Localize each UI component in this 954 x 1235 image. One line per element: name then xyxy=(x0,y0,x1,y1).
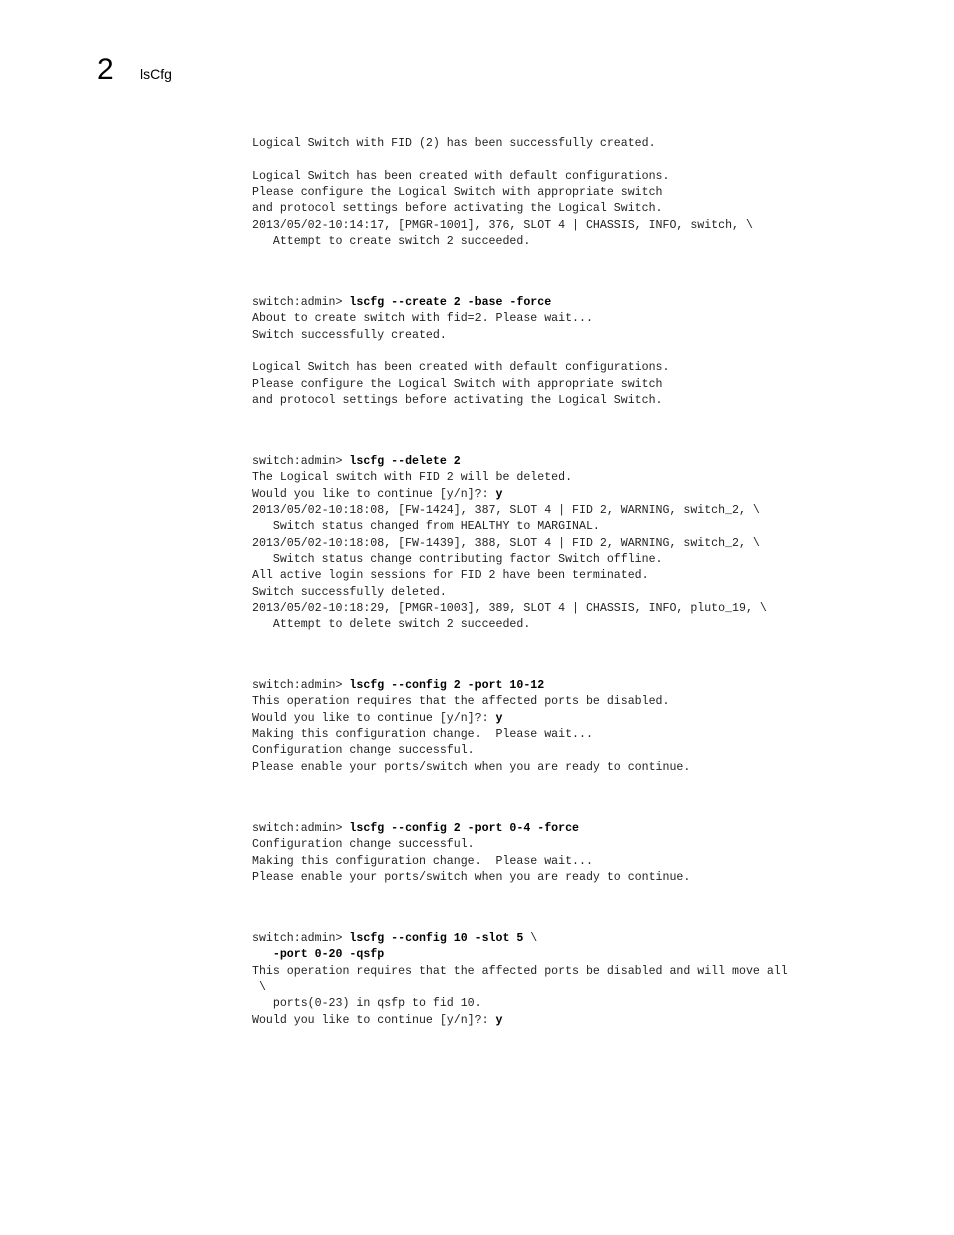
output-line xyxy=(252,234,753,250)
output-text: Switch status change contributing factor Switch offline. xyxy=(252,553,663,567)
output-text: Please configure the Logical Switch with appropriate switch xyxy=(252,377,663,391)
shell-prompt xyxy=(252,948,273,961)
output-line xyxy=(252,311,669,327)
shell-prompt: switch:admin> xyxy=(252,932,350,945)
command-text: -port 0-20 -qsfp xyxy=(272,948,385,962)
output-line xyxy=(252,601,767,617)
output-line xyxy=(252,996,788,1012)
code-block-config-slot-qsfp xyxy=(252,931,788,1029)
user-answer: y xyxy=(495,711,503,725)
output-line xyxy=(252,552,767,568)
output-line xyxy=(252,854,690,870)
output-text: About to create switch with fid=2. Please wait... xyxy=(252,312,593,326)
shell-prompt: switch:admin> xyxy=(252,679,350,692)
output-line xyxy=(252,169,753,185)
output-text: ports(0-23) in qsfp to fid 10. xyxy=(252,997,482,1011)
output-text: Switch successfully deleted. xyxy=(252,585,447,599)
output-line xyxy=(252,760,690,776)
output-text: Making this configuration change. Please wait... xyxy=(252,854,593,868)
command-line xyxy=(252,947,788,963)
command-line xyxy=(252,678,690,694)
command-line xyxy=(252,295,669,311)
output-text: \ xyxy=(252,981,266,995)
output-text: and protocol settings before activating the Logical Switch. xyxy=(252,202,663,216)
command-line xyxy=(252,454,767,470)
chapter-number: 2 xyxy=(97,53,114,86)
command-text: lscfg --config 2 -port 0-4 -force xyxy=(349,822,579,835)
output-line xyxy=(252,328,669,344)
line-continuation: \ xyxy=(523,932,538,945)
output-text: Please enable your ports/switch when you are ready to continue. xyxy=(252,760,691,774)
output-line xyxy=(252,152,753,168)
output-text: Attempt to delete switch 2 succeeded. xyxy=(252,618,531,632)
output-line xyxy=(252,344,669,360)
output-line xyxy=(252,711,690,727)
output-line xyxy=(252,393,669,409)
command-text: lscfg --config 10 -slot 5 xyxy=(349,932,524,945)
output-text: Switch successfully created. xyxy=(252,328,447,342)
output-text: All active login sessions for FID 2 have been terminated. xyxy=(252,569,649,583)
output-text: and protocol settings before activating the Logical Switch. xyxy=(252,394,663,408)
output-text: Making this configuration change. Please wait... xyxy=(252,728,593,742)
output-line xyxy=(252,503,767,519)
code-block-config-port xyxy=(252,678,690,776)
output-line xyxy=(252,694,690,710)
output-line xyxy=(252,536,767,552)
output-text: Attempt to create switch 2 succeeded. xyxy=(252,235,531,249)
output-line xyxy=(252,470,767,486)
output-line xyxy=(252,837,690,853)
output-text: This operation requires that the affected ports be disabled and will move all xyxy=(252,964,788,978)
output-text: Would you like to continue [y/n]?: xyxy=(252,711,496,725)
shell-prompt: switch:admin> xyxy=(252,822,350,835)
output-line xyxy=(252,617,767,633)
output-line xyxy=(252,201,753,217)
code-block-config-port-force xyxy=(252,821,690,886)
command-line xyxy=(252,931,788,947)
output-line xyxy=(252,360,669,376)
user-answer: y xyxy=(495,1013,503,1027)
user-answer: y xyxy=(495,487,503,501)
output-text: The Logical switch with FID 2 will be deleted. xyxy=(252,471,573,485)
chapter-title: lsCfg xyxy=(140,66,172,82)
code-block-create-base xyxy=(252,295,669,409)
command-text: lscfg --delete 2 xyxy=(349,455,461,468)
output-line xyxy=(252,519,767,535)
command-text: lscfg --create 2 -base -force xyxy=(349,296,552,309)
shell-prompt: switch:admin> xyxy=(252,455,350,468)
output-text: Please configure the Logical Switch with appropriate switch xyxy=(252,186,663,200)
output-line xyxy=(252,870,690,886)
command-line xyxy=(252,821,690,837)
output-line xyxy=(252,727,690,743)
output-line xyxy=(252,568,767,584)
output-text: Configuration change successful. xyxy=(252,744,475,758)
output-line xyxy=(252,185,753,201)
output-text: Would you like to continue [y/n]?: xyxy=(252,487,496,501)
output-text: Logical Switch with FID (2) has been successfully created. xyxy=(252,137,656,150)
code-block-delete xyxy=(252,454,767,634)
output-line xyxy=(252,980,788,996)
output-line xyxy=(252,1013,788,1029)
output-text: This operation requires that the affected ports be disabled. xyxy=(252,695,670,709)
output-text: 2013/05/02-10:14:17, [PMGR-1001], 376, SLOT 4 | CHASSIS, INFO, switch, \ xyxy=(252,218,753,232)
output-line xyxy=(252,218,753,234)
shell-prompt: switch:admin> xyxy=(252,296,350,309)
command-text: lscfg --config 2 -port 10-12 xyxy=(349,679,545,692)
output-line xyxy=(252,743,690,759)
output-line xyxy=(252,136,753,152)
output-line xyxy=(252,377,669,393)
output-text: 2013/05/02-10:18:29, [PMGR-1003], 389, SLOT 4 | CHASSIS, INFO, pluto_19, \ xyxy=(252,602,767,616)
output-line xyxy=(252,585,767,601)
output-text: 2013/05/02-10:18:08, [FW-1424], 387, SLOT 4 | FID 2, WARNING, switch_2, \ xyxy=(252,504,760,518)
output-text: Logical Switch has been created with default configurations. xyxy=(252,361,670,375)
output-text: Switch status changed from HEALTHY to MARGINAL. xyxy=(252,520,600,534)
output-line xyxy=(252,964,788,980)
code-block-created-output xyxy=(252,136,753,250)
output-text: Please enable your ports/switch when you are ready to continue. xyxy=(252,871,691,885)
output-text: Configuration change successful. xyxy=(252,838,475,852)
output-text: Would you like to continue [y/n]?: xyxy=(252,1013,496,1027)
output-line xyxy=(252,487,767,503)
output-text: 2013/05/02-10:18:08, [FW-1439], 388, SLOT 4 | FID 2, WARNING, switch_2, \ xyxy=(252,536,760,550)
output-text: Logical Switch has been created with default configurations. xyxy=(252,169,670,183)
